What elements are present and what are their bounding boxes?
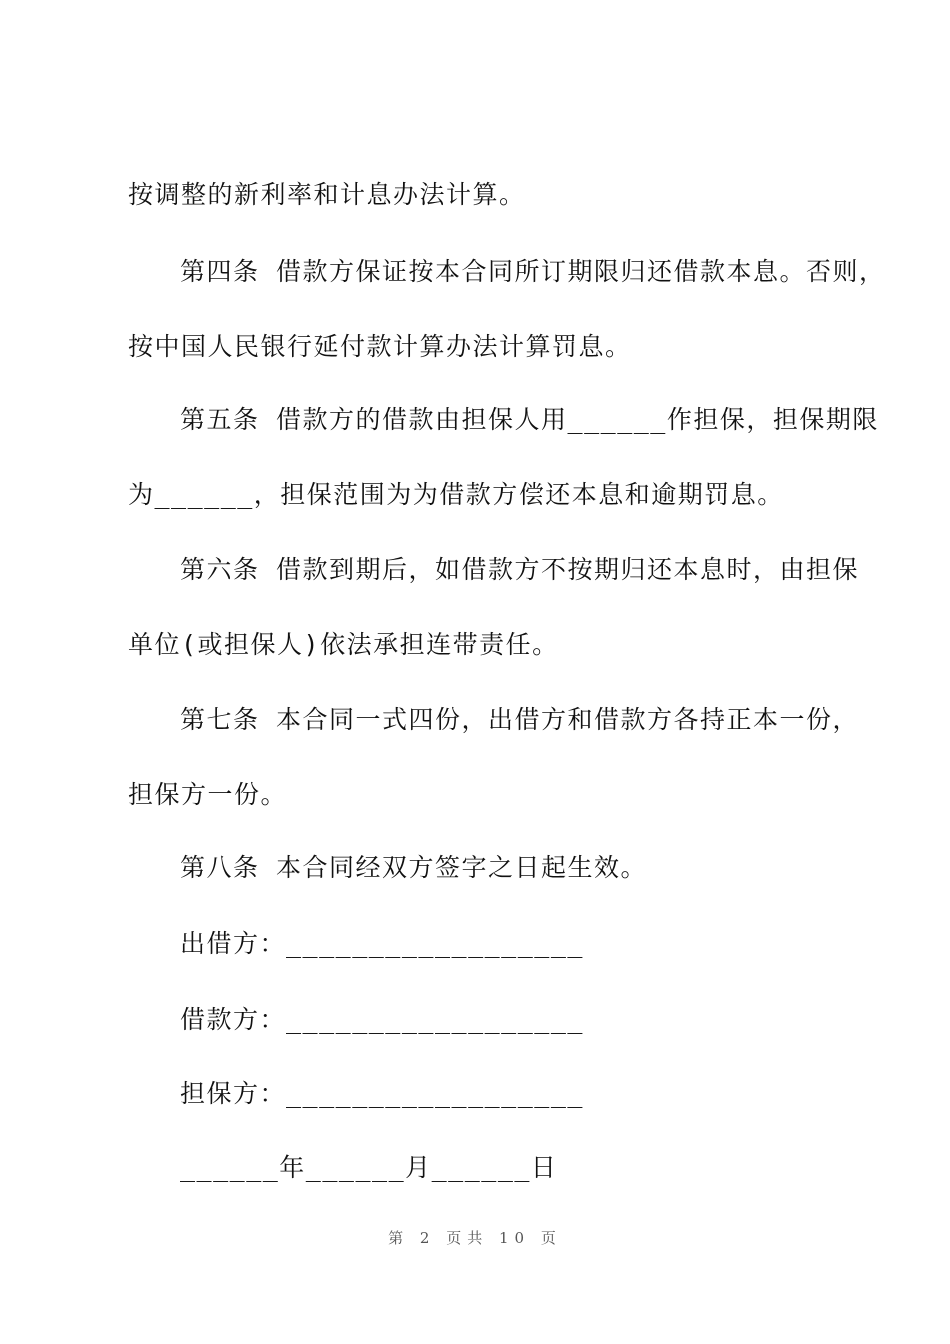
article-4-line-2: 按中国人民银行延付款计算办法计算罚息。 xyxy=(128,332,632,361)
guarantor-signature-line: 担保方：__________________ xyxy=(180,1079,584,1108)
article-8-line: 第八条 本合同经双方签字之日起生效。 xyxy=(180,853,648,882)
article-6-line-1: 第六条 借款到期后，如借款方不按期归还本息时，由担保 xyxy=(180,555,860,584)
signing-date-line: ______年______月______日 xyxy=(180,1153,558,1182)
article-6-line-2: 单位(或担保人)依法承担连带责任。 xyxy=(128,630,559,659)
borrower-signature-line: 借款方：__________________ xyxy=(180,1005,584,1034)
page-number-footer: 第 2 页共 10 页 xyxy=(388,1229,562,1247)
article-5-line-1: 第五条 借款方的借款由担保人用______作担保，担保期限 xyxy=(180,405,879,434)
paragraph-line: 按调整的新利率和计息办法计算。 xyxy=(128,180,526,209)
article-5-line-2: 为______，担保范围为为借款方偿还本息和逾期罚息。 xyxy=(128,480,784,509)
article-7-line-2: 担保方一份。 xyxy=(128,780,288,809)
lender-signature-line: 出借方：__________________ xyxy=(180,929,584,958)
article-4-line-1: 第四条 借款方保证按本合同所订期限归还借款本息。否则， xyxy=(180,257,886,286)
article-7-line-1: 第七条 本合同一式四份，出借方和借款方各持正本一份， xyxy=(180,705,860,734)
